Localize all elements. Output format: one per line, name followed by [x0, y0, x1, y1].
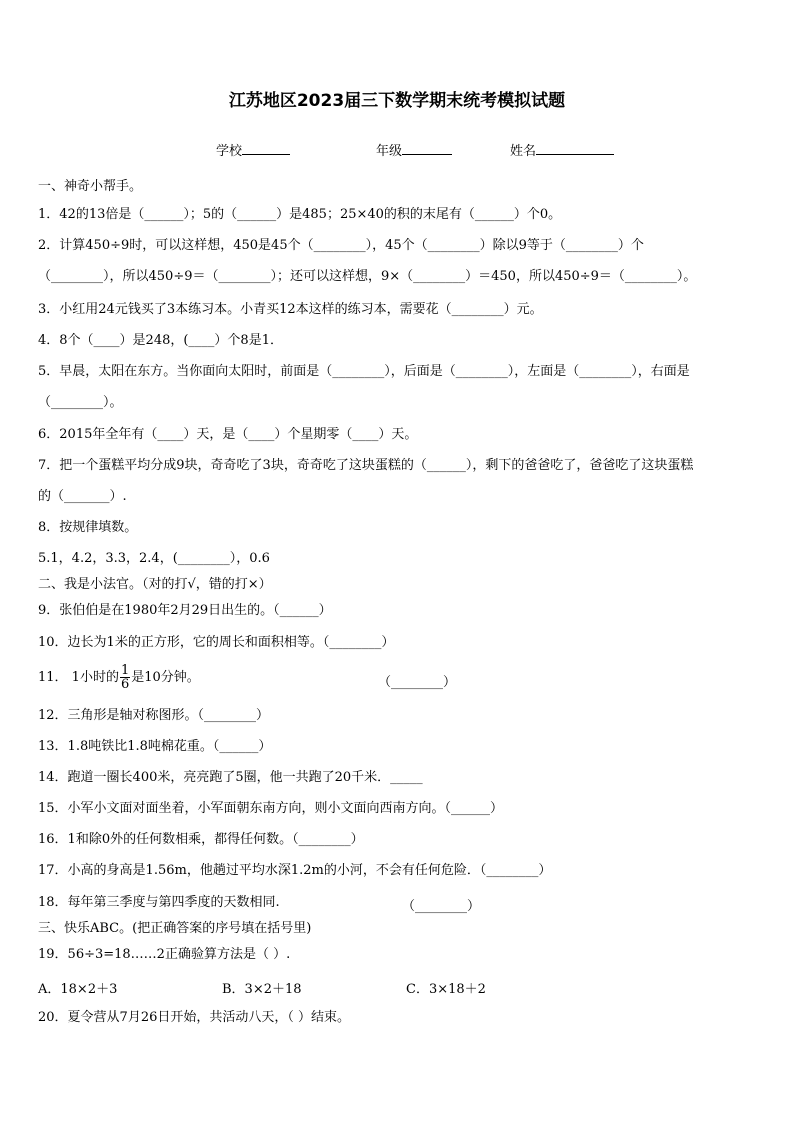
question-13: 13．1.8吨铁比1.8吨棉花重。（______） [38, 739, 272, 754]
question-17: 17．小高的身高是1.56m，他趟过平均水深1.2m的小河，不会有任何危险．（________） [38, 863, 552, 878]
question-16: 16．1和除0外的任何数相乘，都得任何数。（________） [38, 832, 364, 847]
question-18: 18．每年第三季度与第四季度的天数相同. [38, 895, 280, 910]
school-label: 学校 [216, 144, 243, 159]
grade-label: 年级 [376, 144, 403, 159]
question-7-line-1: 7．把一个蛋糕平均分成9块，奇奇吃了3块，奇奇吃了这块蛋糕的（______），剩下的爸爸吃了，爸爸吃了这块蛋糕 [38, 458, 694, 473]
name-field [510, 140, 614, 159]
name-label: 姓名 [510, 144, 537, 159]
question-11-blank: （________） [378, 675, 457, 690]
grade-blank [402, 142, 452, 155]
question-15: 15．小军小文面对面坐着，小军面朝东南方向，则小文面向西南方向。（______） [38, 801, 504, 816]
question-1: 1．42的13倍是（______）；5的（______）是485；25×40的积的末尾有（______）个0。 [38, 207, 562, 222]
section-1-heading: 一、神奇小帮手。 [38, 179, 143, 194]
question-9: 9．张伯伯是在1980年2月29日出生的。（______） [38, 603, 332, 618]
question-3: 3．小红用24元钱买了3本练习本。小青买12本这样的练习本，需要花（________）元。 [38, 302, 543, 317]
question-20: 20．夏令营从7月26日开始，共活动八天，（ ）结束。 [38, 1010, 350, 1025]
question-19-option-c: C．3×18＋2 [406, 982, 486, 997]
question-7-line-2: 的（_______）. [38, 489, 127, 504]
question-19: 19．56÷3=18……2正确验算方法是（ ）. [38, 947, 291, 962]
section-2-heading: 二、我是小法官。（对的打√，错的打×） [38, 577, 272, 592]
school-blank [242, 142, 290, 155]
question-18-blank: （________） [402, 899, 481, 914]
question-8: 8．按规律填数。 [38, 520, 138, 535]
question-8-sequence: 5.1，4.2，3.3，2.4，(________），0.6 [38, 551, 270, 566]
question-14: 14．跑道一圈长400米，亮亮跑了5圈，他一共跑了20千米．_____ [38, 770, 423, 785]
grade-field [376, 140, 452, 159]
name-blank [536, 142, 614, 155]
school-field [216, 140, 290, 159]
question-19-option-b: B．3×2＋18 [222, 982, 302, 997]
question-12: 12．三角形是轴对称图形。（________） [38, 708, 270, 723]
question-11 [38, 664, 200, 691]
question-11-prefix: 11． 1小时的 [38, 670, 119, 685]
fraction-numerator: 1 [120, 663, 130, 678]
question-11-suffix: 是10分钟。 [131, 670, 200, 685]
question-10: 10．边长为1米的正方形，它的周长和面积相等。（________） [38, 635, 395, 650]
question-5-line-2: （________）。 [38, 395, 123, 410]
section-3-heading: 三、快乐ABC。(把正确答案的序号填在括号里) [38, 921, 312, 936]
question-6: 6．2015年全年有（____）天，是（____）个星期零（____）天。 [38, 427, 418, 442]
question-2-line-1: 2．计算450÷9时，可以这样想，450是45个（________），45个（________）除以9等于（________）个 [38, 238, 644, 253]
page-title: 江苏地区2023届三下数学期末统考模拟试题 [228, 91, 566, 111]
question-4: 4．8个（____）是248，(____）个8是1． [38, 333, 283, 348]
fraction-denominator: 6 [120, 677, 130, 692]
question-2-line-2: （________），所以450÷9＝（________）；还可以这样想，9×（________）＝450，所以450÷9＝（________）。 [38, 269, 697, 284]
fraction-one-sixth [120, 664, 130, 691]
question-5-line-1: 5．早晨，太阳在东方。当你面向太阳时，前面是（________），后面是（________），左面是（________），右面是 [38, 364, 690, 379]
question-19-option-a: A．18×2＋3 [38, 982, 118, 997]
